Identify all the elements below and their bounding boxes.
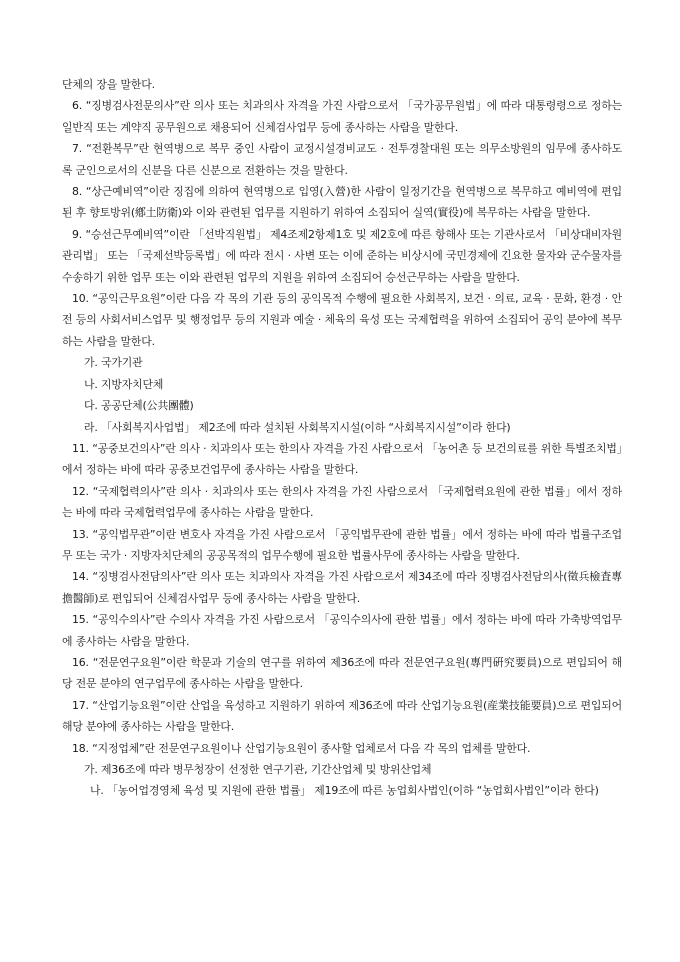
definition-item-7: 7. “전환복무”란 현역병으로 복무 중인 사람이 교정시설경비교도 · 전투경찰대원 또는 의무소방원의 임무에 종사하도록 군인으로서의 신분을 다른 신분으로 전환하는 것을 말한다. [62, 142, 622, 177]
sub-item-18-ga: 가. 제36조에 따라 병무청장이 선정한 연구기관, 기간산업체 및 방위산업체 [84, 763, 432, 776]
sub-item-ra: 라. 「사회복지사업법」 제2조에 따라 설치된 사회복지시설(이하 “사회복지시설”이라 한다) [84, 420, 511, 434]
definition-item-18: 18. “지정업체”란 전문연구요원이나 산업기능요원이 종사할 업체로서 다음 각 목의 업체를 말한다. [72, 741, 531, 755]
definition-item-13: 13. “공익법무관”이란 변호사 자격을 가진 사람으로서 「공익법무관에 관한 법률」에서 정하는 바에 따라 법률구조업무 또는 국가 · 지방자치단체의 공공목적의 업무수행에 필요한 법률사무에 종사하는 사람을 말한다. [62, 527, 622, 562]
definition-item-14: 14. “징병검사전담의사”란 의사 또는 치과의사 자격을 가진 사람으로서 제34조에 따라 징병검사전담의사(徵兵檢査專擔醫師)로 편입되어 신체검사업무 등에 종사하는 사람을 말한다. [62, 570, 622, 605]
sub-item-da: 다. 공공단체(公共團體) [84, 399, 194, 413]
definition-item-9: 9. “승선근무예비역”이란 「선박직원법」 제4조제2항제1호 및 제2호에 따른 항해사 또는 기관사로서 「비상대비자원 관리법」 또는 「국제선박등록법」에 따라 전시 · 사변 또는 이에 준하는 비상시에 국민경제에 긴요한 물자와 군수물자를 수송하기 위한 업무 또는 이와 관련된 업무의 지원을 위하여 소집되어 승선근무하는 사람을 말한다. [62, 227, 622, 284]
definition-item-8: 8. “상근예비역”이란 징집에 의하여 현역병으로 입영(入營)한 사람이 일정기간을 현역병으로 복무하고 예비역에 편입된 후 향토방위(鄕土防衛)와 이와 관련된 업무를 지원하기 위하여 소집되어 실역(實役)에 복무하는 사람을 말한다. [62, 185, 622, 220]
sub-item-ga: 가. 국가기관 [84, 356, 143, 370]
document-body [62, 74, 622, 802]
definition-item-11: 11. “공중보건의사”란 의사 · 치과의사 또는 한의사 자격을 가진 사람으로서 「농어촌 등 보건의료를 위한 특별조치법」에서 정하는 바에 따라 공중보건업무에 종사하는 사람을 말한다. [62, 441, 622, 477]
definition-item-16: 16. “전문연구요원”이란 학문과 기술의 연구를 위하여 제36조에 따라 전문연구요원(專門硏究要員)으로 편입되어 해당 전문 분야의 연구업무에 종사하는 사람을 말한다. [62, 655, 622, 691]
paragraph-continuation: 단체의 장을 말한다. [62, 78, 155, 91]
definition-item-10: 10. “공익근무요원”이란 다음 각 목의 기관 등의 공익목적 수행에 필요한 사회복지, 보건 · 의료, 교육 · 문화, 환경 · 안전 등의 사회서비스업무 및 행정업무 등의 지원과 예술 · 체육의 육성 또는 국제협력을 위하여 소집되어 공익 분야에 복무하는 사람을 말한다. [62, 292, 622, 348]
definition-item-12: 12. “국제협력의사”란 의사 · 치과의사 또는 한의사 자격을 가진 사람으로서 「국제협력요원에 관한 법률」에서 정하는 바에 따라 국제협력업무에 종사하는 사람을 말한다. [62, 484, 622, 520]
sub-item-na: 나. 지방자치단체 [84, 377, 164, 391]
sub-item-18-na: 나. 「농어업경영체 육성 및 지원에 관한 법률」 제19조에 따른 농업회사법인(이하 “농업회사법인”이라 한다) [90, 784, 599, 798]
definition-item-6: 6. “징병검사전문의사”란 의사 또는 치과의사 자격을 가진 사람으로서 「국가공무원법」에 따라 대통령령으로 정하는 일반직 또는 계약직 공무원으로 채용되어 신체검사업무 등에 종사하는 사람을 말한다. [62, 99, 622, 134]
definition-item-17: 17. “산업기능요원”이란 산업을 육성하고 지원하기 위하여 제36조에 따라 산업기능요원(産業技能要員)으로 편입되어 해당 분야에 종사하는 사람을 말한다. [62, 698, 622, 734]
definition-item-15: 15. “공익수의사”란 수의사 자격을 가진 사람으로서 「공익수의사에 관한 법률」에서 정하는 바에 따라 가축방역업무에 종사하는 사람을 말한다. [62, 613, 622, 648]
